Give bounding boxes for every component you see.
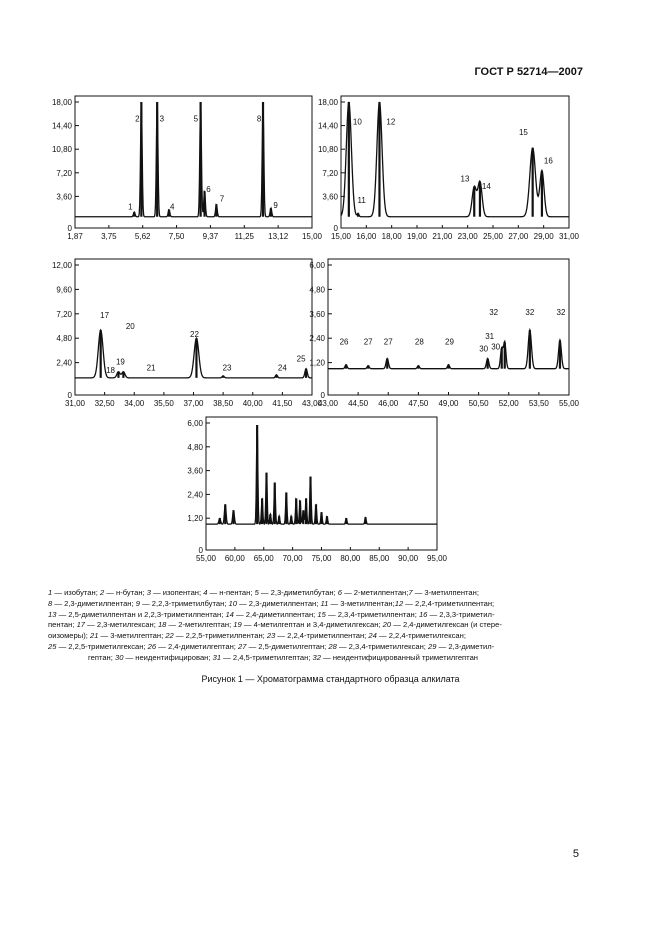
x-tick-label: 70,00	[282, 554, 303, 563]
peak-label: 10	[352, 117, 362, 127]
peak-label: 9	[273, 201, 278, 211]
legend-text: 3-метилпентан;	[424, 588, 479, 597]
x-tick-label: 85,00	[369, 554, 390, 563]
legend-text: 2,3-метилгексан;	[96, 620, 158, 630]
y-tick-label: 10,80	[317, 145, 338, 155]
peak-label: 18	[106, 365, 116, 375]
legend-text: 2,2,5-триметилпентан;	[185, 631, 267, 641]
peak-label: 30	[491, 342, 501, 352]
x-tick-label: 7,50	[168, 232, 185, 241]
legend-line: 8 — 2,3-диметилпентан; 9 — 2,2,3-триметилбутан; 10 — 2,3-диметилпентан; 11 — 3-метилпентан;12 — 2,2,4-триметилпентан;	[48, 598, 495, 608]
x-tick-label: 37,00	[183, 399, 204, 408]
y-tick-label: 6,00	[187, 419, 203, 428]
y-tick-label: 3,60	[56, 192, 72, 202]
y-tick-label: 6,00	[309, 261, 325, 270]
legend-number: 4	[203, 588, 208, 597]
x-tick-label: 32,50	[94, 399, 115, 408]
peak-label: 1	[128, 202, 133, 212]
legend-text: неидентифицирован;	[135, 652, 213, 662]
x-tick-label: 80,00	[340, 554, 361, 563]
legend-text: 2,2,4-триметилпентан;	[287, 631, 369, 641]
legend-number: 24	[368, 631, 377, 641]
legend-number: 30	[114, 652, 124, 662]
legend-number: 11	[320, 598, 329, 608]
figure-caption: Рисунок 1 — Хроматограмма стандартного образца алкилата	[201, 674, 460, 684]
legend-line: 25 — 2,2,5-триметилгексан; 26 — 2,4-диметилгептан; 27 — 2,5-диметилгептан; 28 — 2,3,4-триметилгексан; 29 — 2,3-димeтил-	[48, 641, 495, 651]
legend-text: 2,2,5-триметилгексан;	[68, 641, 148, 651]
legend-text: 2,4-диметилпентан;	[245, 609, 318, 619]
y-tick-label: 1,20	[309, 358, 325, 368]
legend-text: 2,3-димeтил-	[448, 641, 495, 651]
legend-line: пентан; 17 — 2,3-метилгексан; 18 — 2-метилгептан; 19 — 4-метилгептан и 3,4-диметилгексан; 20 — 2,4-диметилгексан (и стере-	[48, 620, 502, 630]
peak-label: 2	[135, 114, 140, 124]
x-tick-label: 40,00	[242, 399, 263, 408]
peak-label: 19	[115, 357, 125, 367]
peak-label: 14	[481, 182, 491, 192]
legend-line: 1 — изобутан; 2 — н-бутан; 3 — изопентан; 4 — н-пентан; 5 — 2,3-диметилбутан; 6 — 2-метилпентан;7 — 3-метилпентан;	[48, 588, 479, 597]
page-number: 5	[572, 848, 579, 860]
legend-number: 20	[382, 620, 392, 630]
x-tick-label: 60,00	[224, 554, 245, 563]
legend-text: 2,2,4-триметилпентан;	[415, 598, 495, 608]
x-tick-label: 21,00	[432, 232, 453, 241]
legend-number: 6	[337, 588, 342, 597]
peak-label: 32	[556, 307, 566, 317]
peak-label: 27	[383, 337, 393, 347]
legend-number: 13	[48, 609, 57, 619]
x-tick-label: 49,00	[438, 399, 459, 408]
y-tick-label: 7,20	[56, 168, 72, 178]
y-origin-label: 0	[333, 224, 338, 233]
x-tick-label: 50,50	[468, 399, 489, 408]
legend-number: 3	[146, 588, 151, 597]
x-tick-label: 34,00	[124, 399, 145, 408]
legend-number: 21	[89, 631, 99, 641]
peak-label: 28	[414, 337, 424, 347]
y-tick-label: 3,60	[322, 192, 338, 202]
legend-number: 9	[135, 598, 140, 608]
x-tick-label: 55,00	[195, 554, 217, 563]
legend-number: 14	[225, 609, 234, 619]
x-tick-label: 52,00	[498, 399, 519, 408]
y-tick-label: 3,60	[187, 466, 203, 476]
legend-text: гептан;	[88, 652, 115, 662]
x-tick-label: 19,00	[406, 232, 428, 241]
legend-number: 16	[418, 609, 428, 619]
y-tick-label: 1,20	[187, 514, 203, 524]
x-tick-label: 27,00	[508, 232, 529, 241]
y-tick-label: 4,80	[56, 334, 72, 344]
legend-text: 2,3,3-триметил-	[439, 609, 495, 619]
legend-line: оизомеры); 21 — 3-метилгептан; 22 — 2,2,5-триметилпентан; 23 — 2,2,4-триметилпентан; 24 — 2,2,4-триметилгексан;	[48, 631, 466, 641]
x-tick-label: 47,50	[408, 399, 429, 408]
y-tick-label: 9,60	[56, 285, 72, 295]
peak-label: 8	[256, 114, 262, 124]
peak-label: 22	[190, 330, 199, 340]
legend-number: 29	[428, 641, 437, 651]
peak-label: 16	[543, 156, 553, 166]
legend-text: 2,4-диметилгексан (и стере-	[402, 620, 502, 630]
chromatogram-trace	[328, 330, 569, 369]
legend-number: 10	[228, 598, 237, 608]
legend-text: н-пентан;	[219, 588, 255, 597]
x-tick-label: 29,00	[533, 232, 554, 241]
plot-frame	[328, 259, 569, 395]
x-tick-label: 9,37	[202, 232, 219, 241]
legend-number: 28	[328, 641, 337, 651]
peak-label: 29	[445, 337, 454, 347]
legend-number: 17	[76, 620, 86, 630]
y-tick-label: 10,80	[51, 145, 72, 155]
legend-text: 2,5-диметилпентан и 2,2,3-триметилпентан;	[68, 609, 226, 619]
y-origin-label: 0	[320, 391, 325, 400]
x-tick-label: 3,75	[101, 232, 117, 241]
legend-text: пентан;	[48, 620, 77, 630]
legend-text: 2,3-диметилпентан;	[64, 598, 136, 608]
legend-text: 2,2,3-триметилбутан;	[151, 598, 229, 608]
x-tick-label: 35,50	[153, 399, 174, 408]
legend-number: 12	[394, 598, 404, 608]
chromatogram-panel-4	[309, 259, 579, 408]
y-tick-label: 12,00	[51, 261, 72, 270]
legend-number: 22	[165, 631, 174, 641]
legend-text: 2,4,5-триметилгептан;	[232, 652, 313, 662]
x-tick-label: 15,00	[330, 232, 352, 241]
y-tick-label: 3,60	[309, 309, 325, 319]
legend-number: 2	[99, 588, 105, 597]
legend-text: 2,4-диметилгептан;	[167, 641, 239, 651]
peak-label: 24	[277, 363, 287, 373]
peak-label: 31	[485, 332, 495, 342]
legend-number: 15	[317, 609, 326, 619]
x-tick-label: 90,00	[398, 554, 419, 563]
legend-text: 4-метилгептан и 3,4-диметилгексан;	[253, 620, 383, 630]
x-tick-label: 15,00	[301, 232, 323, 241]
legend-number: 18	[157, 620, 167, 630]
y-origin-label: 0	[67, 391, 72, 400]
legend-line: гептан; 30 — неидентифицирован; 31 — 2,4,5-триметилгептан; 32 — неидентифицированный триметилгептан	[88, 652, 478, 662]
y-tick-label: 18,00	[51, 98, 72, 107]
x-tick-label: 23,00	[457, 232, 478, 241]
legend-number: 27	[238, 641, 247, 651]
x-tick-label: 18,00	[381, 232, 402, 241]
legend-text: 2-метилпентан;	[353, 588, 409, 597]
x-tick-label: 31,00	[558, 232, 580, 241]
peak-label: 30	[479, 344, 489, 354]
peak-label: 15	[518, 127, 528, 137]
y-origin-label: 0	[198, 546, 203, 555]
legend-text: 2,5-диметилгептан;	[258, 641, 329, 651]
legend-text: оизомеры);	[48, 631, 90, 641]
peak-label: 26	[339, 337, 349, 347]
legend-text: 2-метилгептан;	[178, 620, 234, 630]
y-tick-label: 7,20	[322, 168, 338, 178]
x-tick-label: 16,00	[356, 232, 377, 241]
legend-line: 13 — 2,5-диметилпентан и 2,2,3-триметилпентан; 14 — 2,4-диметилпентан; 15 — 2,3,4-триметилпентан; 16 — 2,3,3-триметил-	[48, 609, 495, 619]
document-header: ГОСТ Р 52714—2007	[474, 66, 583, 78]
y-tick-label: 7,20	[56, 309, 72, 319]
legend-text: 3-метилгептан;	[110, 631, 166, 641]
x-tick-label: 1,87	[67, 232, 83, 241]
legend-number: 1	[48, 588, 53, 597]
peak-label: 32	[525, 307, 535, 317]
x-tick-label: 41,50	[272, 399, 293, 408]
y-tick-label: 14,40	[317, 121, 338, 131]
peak-label: 6	[206, 184, 211, 194]
chromatogram-panel-3	[52, 259, 323, 408]
legend-text: 2,3,4-триметилгексан;	[348, 641, 429, 651]
x-tick-label: 25,00	[482, 232, 504, 241]
peak-label: 11	[357, 195, 366, 205]
y-tick-label: 18,00	[317, 98, 338, 107]
y-tick-label: 14,40	[51, 121, 72, 131]
y-tick-label: 2,40	[56, 358, 72, 368]
chromatogram-trace	[341, 102, 569, 217]
legend-text: 2,3,4-триметилпентан;	[337, 609, 419, 619]
x-tick-label: 53,50	[528, 399, 549, 408]
peak-label: 5	[193, 114, 199, 124]
peak-label: 17	[100, 310, 110, 320]
legend-number: 32	[312, 652, 321, 662]
peak-label: 4	[169, 202, 175, 212]
x-tick-label: 43,00	[301, 399, 323, 408]
peak-label: 13	[460, 174, 470, 184]
x-tick-label: 11,25	[234, 232, 255, 241]
legend-text: 2,3-диметилпентан;	[248, 598, 321, 608]
peak-label: 25	[296, 354, 306, 364]
peak-label: 20	[125, 322, 135, 332]
peak-label: 27	[363, 337, 373, 347]
x-tick-label: 44,50	[348, 399, 369, 408]
legend-number: 7	[408, 588, 413, 597]
x-tick-label: 13,12	[268, 232, 289, 241]
legend-text: изобутан;	[64, 588, 100, 597]
legend-number: 25	[48, 641, 57, 651]
x-tick-label: 65,00	[253, 554, 274, 563]
y-tick-label: 4,80	[309, 285, 325, 295]
chromatogram-trace	[206, 427, 437, 524]
legend-text: 3-метилпентан;	[340, 598, 395, 608]
chromatogram-panel-5	[187, 417, 447, 563]
legend-number: 31	[212, 652, 222, 662]
y-tick-label: 2,40	[187, 490, 203, 500]
x-tick-label: 46,00	[378, 399, 399, 408]
peak-label: 7	[219, 194, 225, 204]
peak-label: 32	[489, 307, 499, 317]
legend-text: н-бутан;	[116, 588, 147, 597]
x-tick-label: 43,00	[317, 399, 339, 408]
plot-frame	[206, 417, 437, 550]
chromatogram-panel-2	[318, 96, 580, 241]
y-origin-label: 0	[67, 224, 72, 233]
legend-number: 5	[254, 588, 259, 597]
peak-label: 21	[146, 363, 156, 373]
x-tick-label: 38,50	[213, 399, 234, 408]
figure-legend	[48, 588, 581, 664]
peak-label: 23	[222, 363, 232, 373]
x-tick-label: 5,62	[134, 232, 151, 241]
legend-number: 26	[147, 641, 157, 651]
legend-text: изопентан;	[162, 588, 204, 597]
y-tick-label: 4,80	[187, 442, 203, 452]
legend-text: неидентифицированный триметилгептан	[332, 652, 478, 662]
y-tick-label: 2,40	[309, 334, 325, 344]
legend-number: 19	[233, 620, 242, 630]
x-tick-label: 31,00	[64, 399, 86, 408]
legend-text: 2,3-диметилбутан;	[270, 588, 338, 597]
chromatogram-panel-1	[52, 96, 323, 241]
x-tick-label: 55,00	[558, 399, 580, 408]
peak-label: 3	[159, 114, 165, 124]
legend-number: 23	[266, 631, 276, 641]
legend-number: 8	[48, 598, 53, 608]
x-tick-label: 75,00	[311, 554, 332, 563]
legend-text: 2,2,4-триметилгексан;	[388, 631, 466, 641]
peak-label: 12	[386, 117, 396, 127]
x-tick-label: 95,00	[426, 554, 448, 563]
